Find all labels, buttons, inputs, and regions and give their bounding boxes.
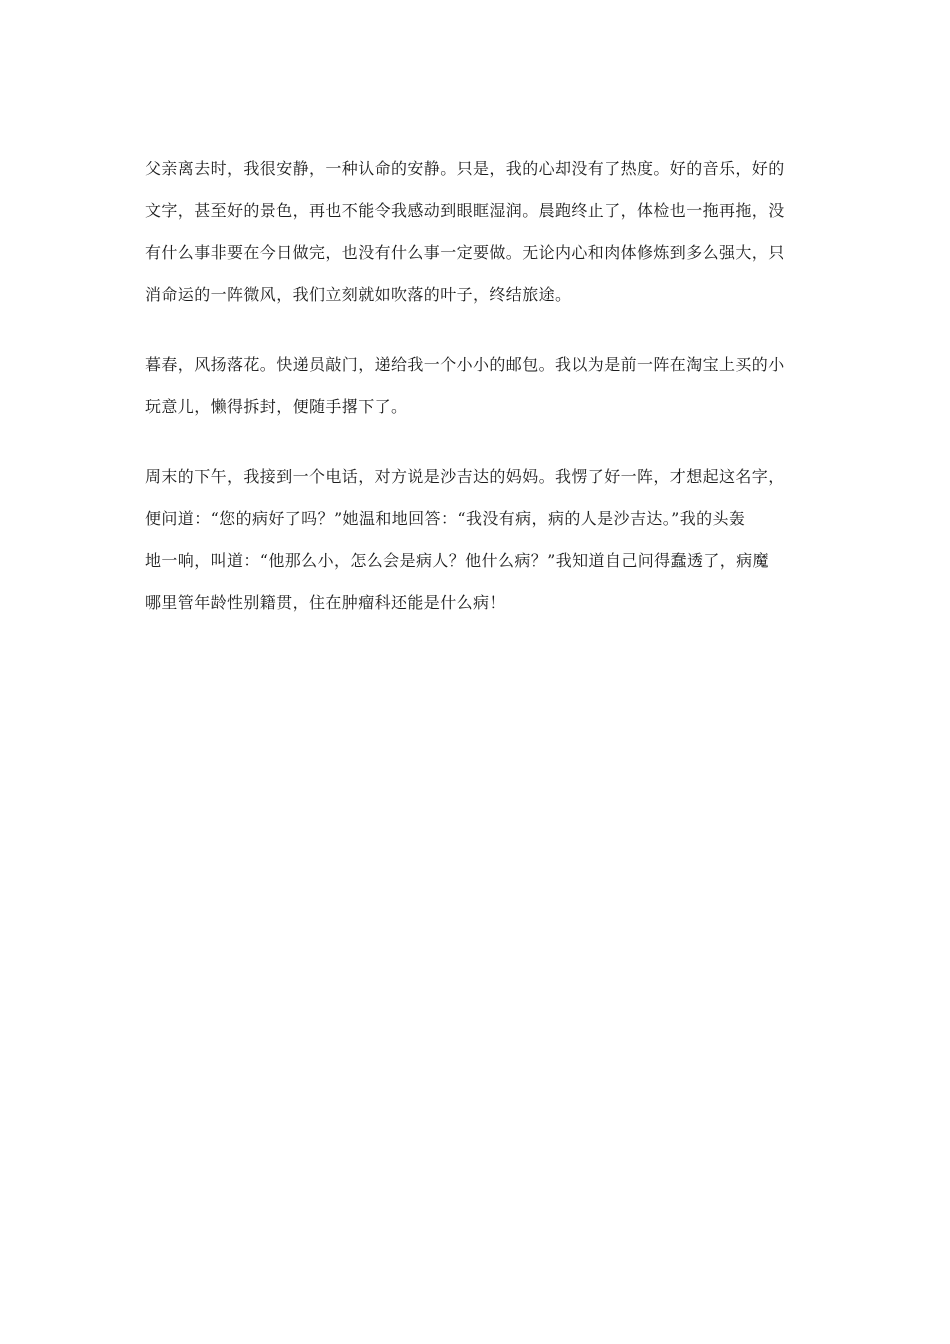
paragraph-line: 暮春，风扬落花。快递员敲门，递给我一个小小的邮包。我以为是前一阵在淘宝上买的小 <box>145 355 785 374</box>
document-body <box>145 148 809 652</box>
paragraph-3 <box>145 456 809 624</box>
paragraph-line: 周末的下午，我接到一个电话，对方说是沙吉达的妈妈。我愣了好一阵，才想起这名字， <box>145 467 785 486</box>
paragraph-line: 哪里管年龄性别籍贯，住在肿瘤科还能是什么病！ <box>145 593 506 612</box>
paragraph-line: 父亲离去时，我很安静，一种认命的安静。只是，我的心却没有了热度。好的音乐，好的 <box>145 159 785 178</box>
paragraph-line: 玩意儿，懒得拆封，便随手撂下了。 <box>145 397 408 416</box>
paragraph-1 <box>145 148 809 316</box>
paragraph-line: 消命运的一阵微风，我们立刻就如吹落的叶子，终结旅途。 <box>145 285 572 304</box>
paragraph-line: 文字，甚至好的景色，再也不能令我感动到眼眶湿润。晨跑终止了，体检也一拖再拖，没 <box>145 201 785 220</box>
paragraph-line: 有什么事非要在今日做完，也没有什么事一定要做。无论内心和肉体修炼到多么强大，只 <box>145 243 785 262</box>
paragraph-line: 地一响，叫道：“他那么小，怎么会是病人？他什么病？”我知道自己问得蠢透了，病魔 <box>145 551 769 570</box>
paragraph-2 <box>145 344 809 428</box>
paragraph-line: 便问道：“您的病好了吗？”她温和地回答：“我没有病，病的人是沙吉达。”我的头轰 <box>145 509 746 528</box>
